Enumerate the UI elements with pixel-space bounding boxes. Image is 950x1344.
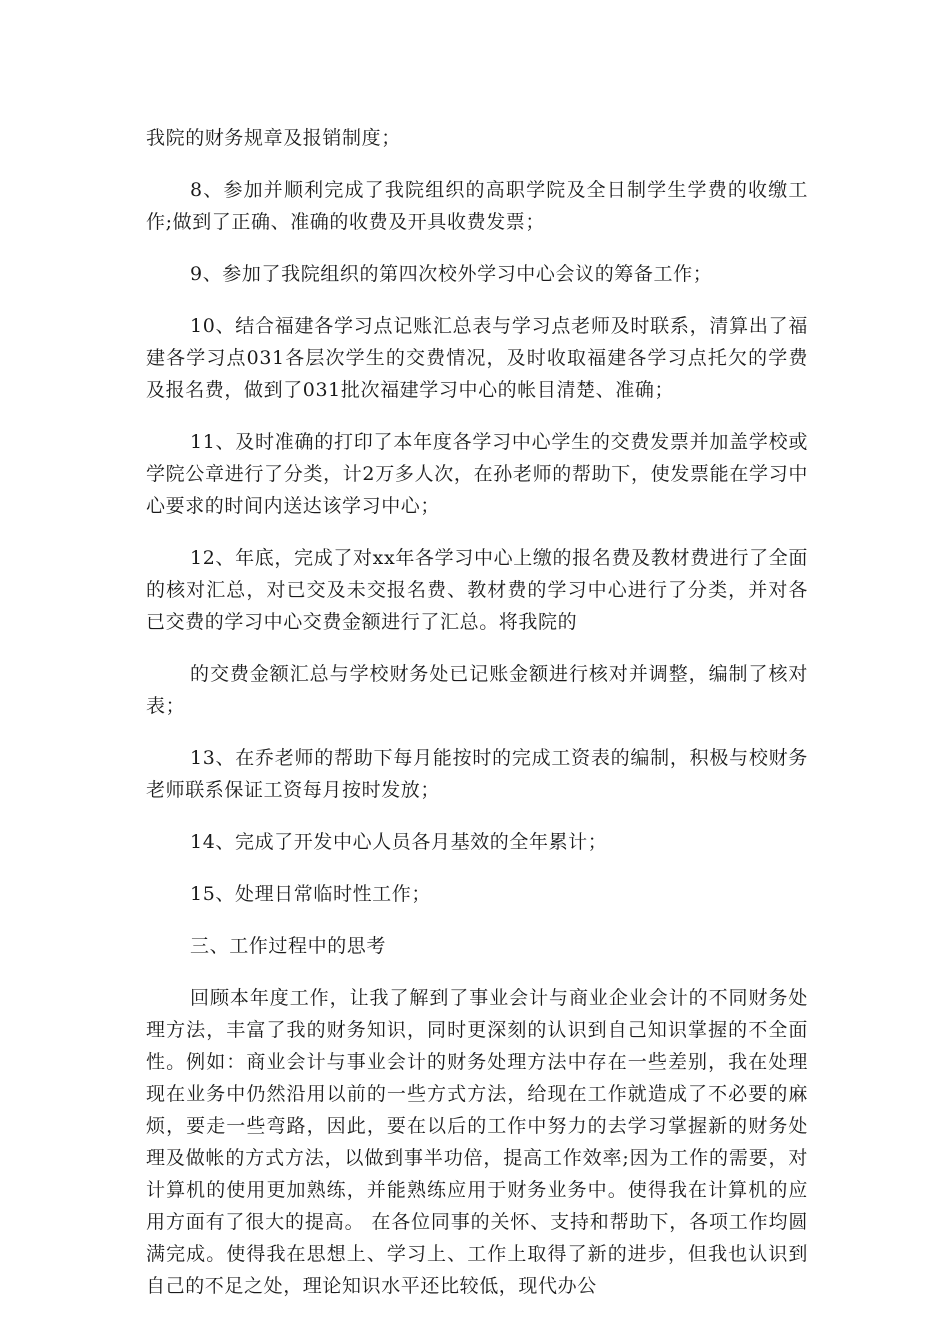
paragraph-item-12: 12、年底，完成了对xx年各学习中心上缴的报名费及教材费进行了全面的核对汇总，对已交及未交报名费、教材费的学习中心进行了分类，并对各已交费的学习中心交费金额进行了汇总。将我院的 [146,547,808,633]
paragraph-item-11: 11、及时准确的打印了本年度各学习中心学生的交费发票并加盖学校或学院公章进行了分类，计2万多人次，在孙老师的帮助下，使发票能在学习中心要求的时间内送达该学习中心； [146,431,808,517]
paragraph-item-12-continued: 的交费金额汇总与学校财务处已记账金额进行核对并调整，编制了核对表； [146,663,808,717]
paragraph-item-10: 10、结合福建各学习点记账汇总表与学习点老师及时联系，清算出了福建各学习点031各层次学生的交费情况，及时收取福建各学习点托欠的学费及报名费，做到了031批次福建学习中心的帐目清楚、准确； [146,315,808,401]
paragraph-reflection: 回顾本年度工作，让我了解到了事业会计与商业企业会计的不同财务处理方法，丰富了我的财务知识，同时更深刻的认识到自己知识掌握的不全面性。例如：商业会计与事业会计的财务处理方法中存在一些差别，我在处理现在业务中仍然沿用以前的一些方式方法，给现在工作就造成了不必要的麻烦，要走一些弯路，因此，要在以后的工作中努力的去学习掌握新的财务处理及做帐的方式方法，以做到事半功倍，提高工作效率;因为工作的需要，对计算机的使用更加熟练，并能熟练应用于财务业务中。使得我在计算机的应用方面有了很大的提高。 在各位同事的关怀、支持和帮助下，各项工作均圆满完成。使得我在思想上、学习上、工作上取得了新的进步，但我也认识到自己的不足之处，理论知识水平还比较低，现代办公 [146,987,808,1297]
paragraph-rules-continuation: 我院的财务规章及报销制度； [146,127,401,149]
paragraph-item-9: 9、参加了我院组织的第四次校外学习中心会议的筹备工作； [190,263,713,285]
paragraph-item-14: 14、完成了开发中心人员各月基效的全年累计； [190,831,608,853]
section-heading-reflection: 三、工作过程中的思考 [190,935,387,957]
paragraph-item-13: 13、在乔老师的帮助下每月能按时的完成工资表的编制，积极与校财务老师联系保证工资每月按时发放； [146,747,808,801]
paragraph-item-15: 15、处理日常临时性工作； [190,883,431,905]
document-body [146,122,808,1302]
paragraph-item-8: 8、参加并顺利完成了我院组织的高职学院及全日制学生学费的收缴工作;做到了正确、准确的收费及开具收费发票； [146,179,808,233]
